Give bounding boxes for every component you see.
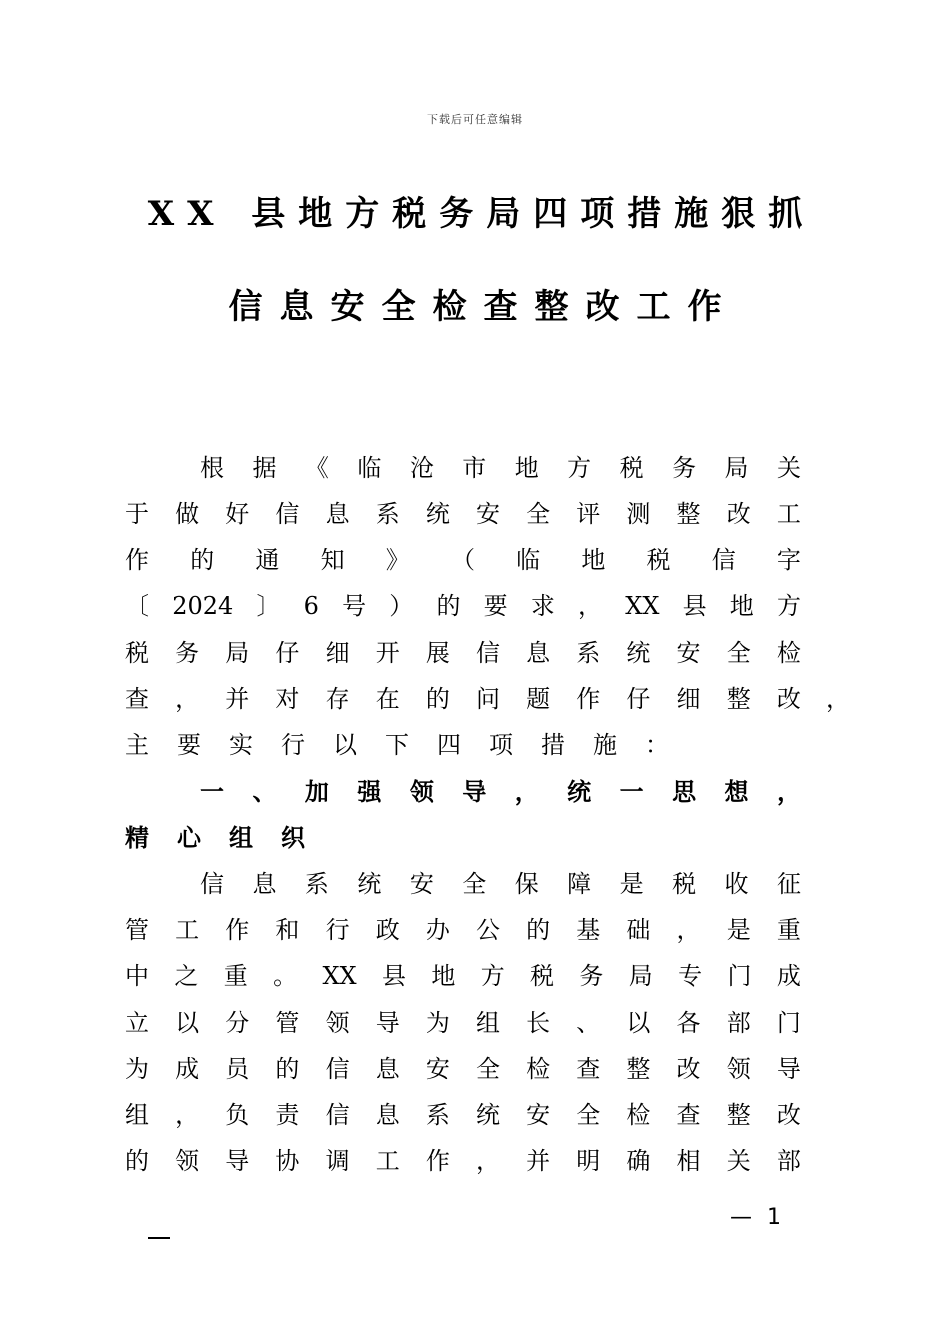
body-char: 四 — [437, 731, 461, 759]
body-char: 全 — [576, 1101, 601, 1129]
body-char: 方 — [776, 592, 801, 620]
body-char: 信 — [711, 546, 736, 574]
body-line — [125, 1145, 801, 1177]
body-char: 信 — [325, 1101, 350, 1129]
body-char: 织 — [281, 823, 305, 852]
body-char: 信 — [475, 639, 500, 667]
body-char: 组 — [125, 1101, 149, 1129]
body-char: 部 — [776, 1147, 801, 1175]
body-char: ， — [475, 1147, 500, 1175]
body-char: 息 — [526, 639, 551, 667]
body-char: 障 — [567, 870, 592, 898]
body-char: ， — [578, 592, 603, 620]
body-char: 务 — [672, 454, 697, 482]
body-char: 在 — [375, 685, 400, 713]
body-char: 专 — [678, 962, 703, 990]
body-char: 为 — [125, 1055, 149, 1083]
body-line — [125, 914, 801, 946]
body-char: 导 — [225, 1147, 250, 1175]
body-char: 的 — [436, 592, 461, 620]
body-char: 收 — [724, 870, 749, 898]
body-char: （ — [450, 546, 475, 574]
body-char: 6 — [303, 592, 319, 620]
body-char: 号 — [342, 592, 367, 620]
body-line — [125, 590, 801, 622]
body-char: 整 — [676, 500, 701, 528]
body-char: 并 — [526, 1147, 551, 1175]
header-note: 下载后可任意编辑 — [427, 113, 523, 126]
body-char: 务 — [175, 639, 200, 667]
body-char: 的 — [425, 685, 450, 713]
body-line — [125, 1099, 801, 1131]
body-char: 整 — [726, 685, 751, 713]
body-char: 税 — [619, 454, 644, 482]
body-char: 地 — [581, 546, 606, 574]
body-char: 系 — [304, 870, 329, 898]
body-char: 检 — [626, 1101, 651, 1129]
body-char: 细 — [676, 685, 701, 713]
body-char: 整 — [726, 1101, 751, 1129]
body-char: 做 — [175, 500, 200, 528]
body-char: 领 — [726, 1055, 751, 1083]
body-char: 局 — [724, 454, 749, 482]
body-char: 知 — [320, 546, 345, 574]
body-char: 安 — [676, 639, 701, 667]
body-char: 作 — [576, 685, 601, 713]
body-line — [125, 637, 801, 669]
body-char: 、 — [576, 1009, 601, 1037]
body-char: ： — [645, 731, 669, 759]
body-char: 系 — [425, 1101, 450, 1129]
body-char: 成 — [776, 962, 801, 990]
body-char: 》 — [385, 546, 410, 574]
body-char: 导 — [776, 1055, 801, 1083]
body-char: 息 — [252, 870, 277, 898]
body-char: 和 — [275, 916, 300, 944]
body-char: 要 — [177, 731, 201, 759]
body-char: 展 — [425, 639, 450, 667]
body-char: 行 — [281, 731, 305, 759]
body-char: 评 — [576, 500, 601, 528]
body-char: 管 — [275, 1009, 300, 1037]
body-char: 想 — [724, 777, 749, 806]
body-char: 下 — [385, 731, 409, 759]
body-char: 的 — [526, 916, 551, 944]
body-char: 加 — [304, 777, 329, 806]
body-char: 务 — [579, 962, 604, 990]
body-char: 开 — [375, 639, 400, 667]
body-char: 根 — [200, 454, 224, 482]
body-char: 基 — [576, 916, 601, 944]
body-char: 改 — [726, 500, 751, 528]
body-char: 息 — [375, 1055, 400, 1083]
body-char: 安 — [409, 870, 434, 898]
body-char: 础 — [626, 916, 651, 944]
body-char: ， — [175, 685, 200, 713]
page-number: — 1 — [730, 1205, 785, 1230]
body-char: 并 — [225, 685, 250, 713]
body-char: 税 — [530, 962, 555, 990]
body-char: 测 — [626, 500, 651, 528]
body-char: 心 — [177, 823, 201, 852]
body-char: XX — [625, 592, 660, 620]
body-char: 细 — [325, 639, 350, 667]
body-char: 统 — [475, 1101, 500, 1129]
body-char: 办 — [425, 916, 450, 944]
body-line — [125, 1053, 801, 1085]
body-char: 是 — [726, 916, 751, 944]
body-line — [125, 960, 801, 992]
body-line — [200, 868, 801, 900]
body-char: 的 — [275, 1055, 300, 1083]
body-char: 题 — [526, 685, 551, 713]
body-char: 全 — [475, 1055, 500, 1083]
body-char: 为 — [425, 1009, 450, 1037]
hanging-punctuation: ， — [826, 685, 850, 713]
body-char: 于 — [125, 500, 149, 528]
body-char: ， — [776, 777, 801, 806]
body-char: 征 — [776, 870, 801, 898]
body-char: 一 — [619, 777, 644, 806]
body-line — [125, 822, 801, 854]
body-char: 措 — [541, 731, 565, 759]
body-char: 领 — [325, 1009, 350, 1037]
body-line — [125, 1007, 801, 1039]
body-char: 以 — [175, 1009, 200, 1037]
body-char: 仔 — [275, 639, 300, 667]
body-char: 税 — [125, 639, 149, 667]
body-char: 改 — [676, 1055, 701, 1083]
body-char: 息 — [325, 500, 350, 528]
body-char: 查 — [125, 685, 149, 713]
body-char: 对 — [275, 685, 300, 713]
body-char: 是 — [619, 870, 644, 898]
body-char: 。 — [273, 962, 298, 990]
body-char: 门 — [776, 1009, 801, 1037]
body-char: 信 — [200, 870, 224, 898]
body-char: 主 — [125, 731, 149, 759]
body-char: 整 — [626, 1055, 651, 1083]
body-char: 思 — [672, 777, 697, 806]
body-char: 全 — [526, 500, 551, 528]
body-char: 税 — [646, 546, 671, 574]
body-char: 信 — [275, 500, 300, 528]
body-char: 的 — [125, 1147, 149, 1175]
body-char: ， — [676, 916, 701, 944]
body-char: 地 — [514, 454, 539, 482]
body-char: 《 — [304, 454, 329, 482]
body-char: 员 — [225, 1055, 250, 1083]
body-char: 施 — [593, 731, 617, 759]
body-char: 要 — [483, 592, 508, 620]
body-char: 作 — [125, 546, 149, 574]
body-char: 县 — [682, 592, 707, 620]
body-char: 税 — [672, 870, 697, 898]
body-char: 关 — [726, 1147, 751, 1175]
body-char: 确 — [626, 1147, 651, 1175]
body-char: 据 — [252, 454, 277, 482]
body-char: 协 — [275, 1147, 300, 1175]
body-char: ， — [514, 777, 539, 806]
body-char: 组 — [229, 823, 253, 852]
body-char: 查 — [576, 1055, 601, 1083]
body-line — [125, 498, 801, 530]
body-char: 统 — [425, 500, 450, 528]
body-char: 仔 — [626, 685, 651, 713]
body-char: 〔 — [125, 592, 149, 620]
body-char: 息 — [375, 1101, 400, 1129]
body-char: 长 — [526, 1009, 551, 1037]
body-char: 组 — [475, 1009, 500, 1037]
body-char: 强 — [357, 777, 382, 806]
body-char: 全 — [462, 870, 487, 898]
body-char: 市 — [462, 454, 487, 482]
body-char: 县 — [381, 962, 406, 990]
body-char: 负 — [225, 1101, 250, 1129]
body-char: 安 — [425, 1055, 450, 1083]
body-char: 关 — [776, 454, 801, 482]
body-char: ） — [389, 592, 414, 620]
body-char: 工 — [776, 500, 801, 528]
body-char: 改 — [776, 1101, 801, 1129]
body-line — [125, 544, 801, 576]
body-char: 安 — [526, 1101, 551, 1129]
body-char: 方 — [480, 962, 505, 990]
body-char: 以 — [626, 1009, 651, 1037]
body-char: 统 — [626, 639, 651, 667]
body-char: 2024 — [172, 592, 234, 620]
body-char: 安 — [475, 500, 500, 528]
body-char: 责 — [275, 1101, 300, 1129]
body-char: 各 — [676, 1009, 701, 1037]
body-char: 地 — [729, 592, 754, 620]
body-char: 工 — [175, 916, 200, 944]
body-char: 分 — [225, 1009, 250, 1037]
body-char: 门 — [727, 962, 752, 990]
body-char: 改 — [776, 685, 801, 713]
body-char: 统 — [567, 777, 592, 806]
body-char: 项 — [489, 731, 513, 759]
body-char: 工 — [375, 1147, 400, 1175]
footer-dash — [148, 1237, 170, 1239]
body-char: 问 — [475, 685, 500, 713]
body-char: 管 — [125, 916, 149, 944]
body-char: 系 — [576, 639, 601, 667]
body-char: 字 — [776, 546, 801, 574]
body-char: 检 — [526, 1055, 551, 1083]
body-line — [125, 729, 801, 761]
body-char: 查 — [676, 1101, 701, 1129]
body-char: 行 — [325, 916, 350, 944]
body-char: 调 — [325, 1147, 350, 1175]
body-char: 全 — [726, 639, 751, 667]
body-char: 〕 — [256, 592, 281, 620]
body-char: XX — [322, 962, 357, 990]
body-char: 沧 — [409, 454, 434, 482]
body-char: 求 — [530, 592, 555, 620]
body-char: 临 — [357, 454, 382, 482]
body-char: 明 — [576, 1147, 601, 1175]
body-char: 导 — [462, 777, 487, 806]
body-char: 局 — [225, 639, 250, 667]
body-char: 中 — [125, 962, 149, 990]
body-char: 存 — [325, 685, 350, 713]
body-char: 通 — [255, 546, 280, 574]
body-char: 系 — [375, 500, 400, 528]
body-char: 一 — [200, 777, 224, 806]
body-char: 重 — [223, 962, 248, 990]
body-char: 实 — [229, 731, 253, 759]
body-line — [200, 452, 801, 484]
body-char: 检 — [776, 639, 801, 667]
body-char: 作 — [425, 1147, 450, 1175]
body-char: 领 — [409, 777, 434, 806]
body-char: 领 — [175, 1147, 200, 1175]
document-title-line2: 信息安全检查整改工作 — [228, 287, 739, 327]
document-title-line1: XX 县地方税务局四项措施狠抓 — [147, 194, 816, 234]
body-char: 局 — [628, 962, 653, 990]
body-char: 之 — [174, 962, 199, 990]
body-char: 以 — [333, 731, 357, 759]
body-char: 的 — [190, 546, 215, 574]
body-char: 精 — [125, 823, 149, 852]
body-char: 信 — [325, 1055, 350, 1083]
body-char: 重 — [776, 916, 801, 944]
body-char: 作 — [225, 916, 250, 944]
body-line — [200, 776, 801, 808]
body-char: 好 — [225, 500, 250, 528]
body-char: ， — [175, 1101, 200, 1129]
body-char: 相 — [676, 1147, 701, 1175]
body-char: 政 — [375, 916, 400, 944]
body-char: 成 — [175, 1055, 200, 1083]
body-char: 统 — [357, 870, 382, 898]
body-char: 保 — [514, 870, 539, 898]
body-char: 导 — [375, 1009, 400, 1037]
body-char: 立 — [125, 1009, 149, 1037]
body-char: 临 — [516, 546, 541, 574]
body-char: 地 — [431, 962, 456, 990]
body-char: 、 — [252, 777, 277, 806]
body-char: 公 — [475, 916, 500, 944]
body-char: 方 — [567, 454, 592, 482]
body-char: 部 — [726, 1009, 751, 1037]
body-line — [125, 683, 801, 715]
